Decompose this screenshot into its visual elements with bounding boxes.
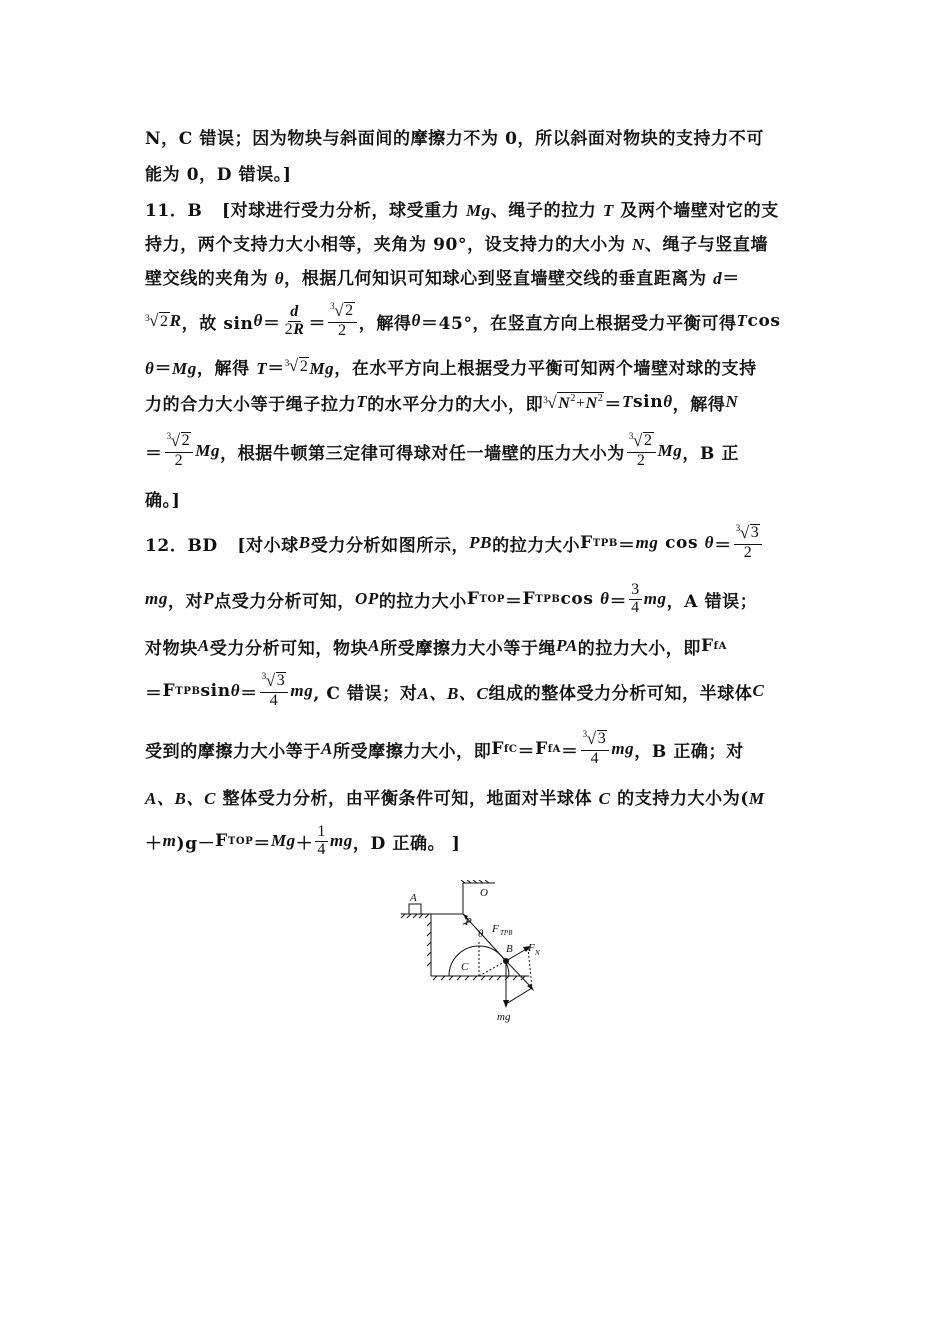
- label-theta: θ: [478, 928, 484, 940]
- block-A: [409, 904, 421, 914]
- fraction-sqrt2-over-2: 3 √ 2 2: [328, 302, 357, 340]
- label-F-N: F: [528, 942, 535, 954]
- resultant: [506, 961, 532, 988]
- q10-line-2: 能为 0，D 错误。]: [145, 164, 292, 185]
- q11-line-6: 力的合力大小等于绳子拉力 T 的水平分力的大小，即 3 √ $N^2+N^2$ ＝ T sin θ ，解得 N: [145, 392, 739, 415]
- q11-line-4: 3 √ 2 R ，故 sin θ ＝ $\frac{d}{2R}$ ＝ 3 √ 2 2 ，解得 θ ＝45°，在竖直方向上根据受力平衡可得 T cos: [145, 301, 781, 340]
- dashed-radius: [479, 961, 506, 976]
- ball-B: [503, 958, 509, 964]
- mg-arrowhead: [503, 1000, 509, 1008]
- q12-line-6: A、B、C 整体受力分析，由平衡条件可知，地面对半球体 C 的支持力大小为(M: [145, 788, 765, 809]
- q10-line-1: N，C 错误；因为物块与斜面间的摩擦力不为 0，所以斜面对物块的支持力不可: [145, 128, 764, 149]
- q12-line-1: 12．BD [对小球 B 受力分析如图所示， PB 的拉力大小 F TPB ＝ mg cos θ ＝ 3 √ 3 2: [145, 520, 807, 566]
- shelf-hatch: [401, 914, 429, 918]
- fraction-d-over-2R: $\frac{d}{2R}$: [284, 302, 305, 338]
- label-P: P: [465, 916, 472, 928]
- q11-line-5: θ＝Mg，解得 T＝ 3 √ 2 Mg，在水平方向上根据受力平衡可知两个墙壁对球的支持: [145, 355, 757, 379]
- force-diagram: [397, 880, 547, 1025]
- q11-line-3: 壁交线的夹角为 θ，根据几何知识可知球心到竖直墙壁交线的垂直距离为 d＝: [145, 268, 740, 289]
- q11-line-2: 持力，两个支持力大小相等，夹角为 90°，设支持力的大小为 N、绳子与竖直墙: [145, 234, 769, 255]
- q11-line-7: ＝ 3 √ 2 2 Mg ，根据牛顿第三定律可得球对任一墙壁的压力大小为 3 √ 2 2 Mg ，B 正: [145, 431, 740, 470]
- q12-line-4: ＝ F TPB sin θ ＝ 3 √ 3 4 mg , C 错误；对 A、B、C 组成的整体受力分析可知，半球体 C: [145, 671, 765, 710]
- label-C: C: [461, 961, 469, 973]
- q11-line-1: 11．B [对球进行受力分析，球受重力 Mg、绳子的拉力 T 及两个墙壁对它的支: [145, 200, 779, 221]
- floor-hatch: [433, 976, 525, 980]
- label-B: B: [506, 943, 513, 955]
- q12-line-3: 对物块 A 受力分析可知，物块 A 所受摩擦力大小等于绳 PA 的拉力大小，即 F fA: [145, 636, 727, 659]
- q11-number: 11．B: [145, 200, 203, 221]
- parallelogram-bottom: [506, 988, 532, 1004]
- q12-line-5: 受到的摩擦力大小等于 A 所受摩擦力大小，即 F fC ＝ F fA ＝ 3 √ 3 4 mg ，B 正确；对: [145, 729, 744, 768]
- q12-line-7: ＋ m )g－ F TOP ＝ Mg ＋ $\frac{1}{4}$ mg ，D 正确。 ]: [145, 822, 461, 858]
- sqrt-N2-plus-N2: 3 √ $N^2+N^2$: [543, 392, 604, 412]
- q11-line-8: 确。]: [145, 490, 181, 511]
- label-F-TPB: F: [492, 923, 499, 935]
- sqrt-2: 3 √ 2: [145, 311, 169, 330]
- q12-number: 12．BD: [145, 535, 218, 556]
- parallelogram-side: [528, 948, 532, 988]
- label-O: O: [480, 887, 488, 899]
- wall-hatch: [427, 922, 431, 966]
- label-TPB-sub: TPB: [500, 929, 513, 937]
- label-N-sub: N: [535, 949, 540, 957]
- label-mg: mg: [497, 1011, 511, 1023]
- label-A: A: [410, 892, 417, 904]
- q12-line-2: mg ，对 P 点受力分析可知， OP 的拉力大小 F TOP ＝ F TPB cos θ ＝ $\frac{3}{4}$ mg ，A 错误；: [145, 580, 758, 616]
